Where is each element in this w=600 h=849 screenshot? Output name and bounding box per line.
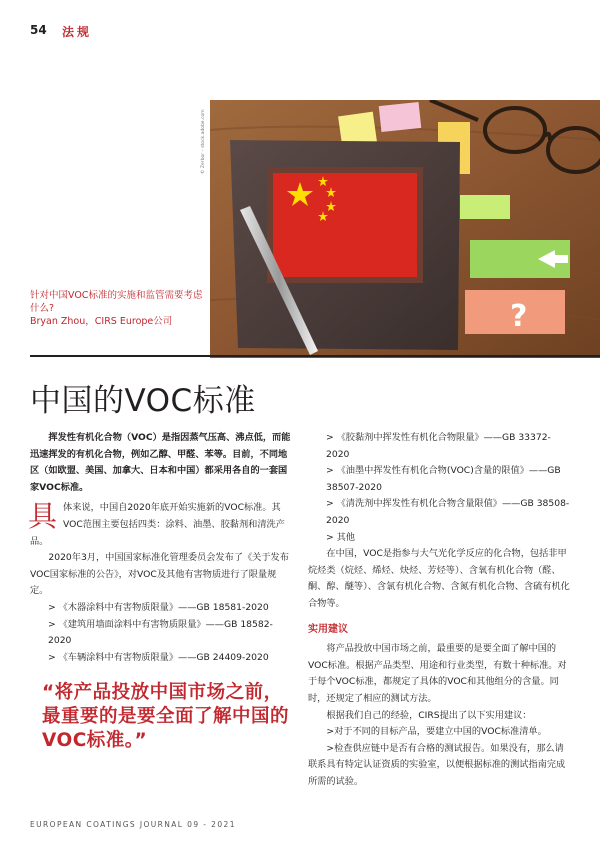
right-column [308,430,570,790]
body-paragraph: 将产品投放中国市场之前，最重要的是要全面了解中国的VOC标准。根据产品类型、用途和行业类型，有数十种标准。对于每个VOC标准，都规定了具体的VOC和其他组分的含量。同时，还规定了相应的测试方法。 [308,643,567,704]
section-rule [30,355,600,357]
author-byline: Bryan Zhou，CIRS Europe公司 [30,316,173,327]
pull-quote: “将产品投放中国市场之前，最重要的是要全面了解中国的VOC标准。” [42,682,290,751]
list-item: > 《建筑用墙面涂料中有害物质限量》——GB 18582-2020 [48,618,273,647]
sticky-note [460,195,510,219]
photo-caption [30,289,205,328]
lead-paragraph: 挥发性有机化合物（VOC）是指因蒸气压高、沸点低，而能迅速挥发的有机化合物，例如乙醇、甲醛、苯等。目前，不同地区（如欧盟、美国、加拿大、日本和中国）都采用各自的一套国家VOC标准。 [30,432,291,493]
body-paragraph: 在中国，VOC是指参与大气光化学反应的化合物，包括非甲烷烃类（烷烃、烯烃、炔烃、芳烃等）、含氧有机化合物（醛、酮、醇、醚等）、含氯有机化合物、含氮有机化合物、含硫有机化合物等。 [308,548,570,609]
list-item: > 《清洗剂中挥发性有机化合物含量限值》——GB 38508-2020 [326,498,570,526]
caption-text: 针对中国VOC标准的实施和监管需要考虑什么? [30,290,203,314]
body-paragraph: 具体来说，中国自2020年底开始实施新的VOC标准。其VOC范围主要包括四类：涂料、油墨、胶黏剂和清洗产品。 [28,499,285,547]
body-paragraph: >对于不同的目标产品，要建立中国的VOC标准清单。 [326,726,547,738]
body-paragraph: 2020年3月，中国国家标准化管理委员会发布了《关于发布VOC国家标准的公告》，对VOC及其他有害物质进行了限量规定。 [30,552,289,597]
feature-photo [210,100,600,358]
body-paragraph: 根据我们自己的经验，CIRS提出了以下实用建议： [326,709,532,721]
photo-illustration [210,100,600,358]
body-paragraph: >检查供应链中是否有合格的测试报告。如果没有，那么请联系具有特定认证资质的实验室，以便根据标准的测试指南完成所需的试验。 [308,742,566,787]
section-label: 法规 [62,25,93,39]
left-column [30,430,292,666]
sticky-note [379,102,421,132]
list-item: > 其他 [326,531,355,543]
page-number: 54 [30,23,47,37]
drop-cap: 具 [28,499,58,534]
photo-credit: © Zerbor – stock.adobe.com [201,109,206,174]
list-item: > 《车辆涂料中有害物质限量》——GB 24409-2020 [48,651,269,663]
list-item: > 《木器涂料中有害物质限量》——GB 18581-2020 [48,601,269,613]
article-headline: 中国的VOC标准 [30,383,256,419]
list-item: > 《胶黏剂中挥发性有机化合物限量》——GB 33372-2020 [326,432,551,460]
question-icon: ? [510,299,528,334]
subheading: 实用建议 [308,623,348,635]
journal-footer: EUROPEAN COATINGS JOURNAL 09 - 2021 [30,820,236,829]
list-item: > 《油墨中挥发性有机化合物(VOC)含量的限值》——GB 38507-2020 [326,465,561,493]
china-flag [270,170,420,280]
